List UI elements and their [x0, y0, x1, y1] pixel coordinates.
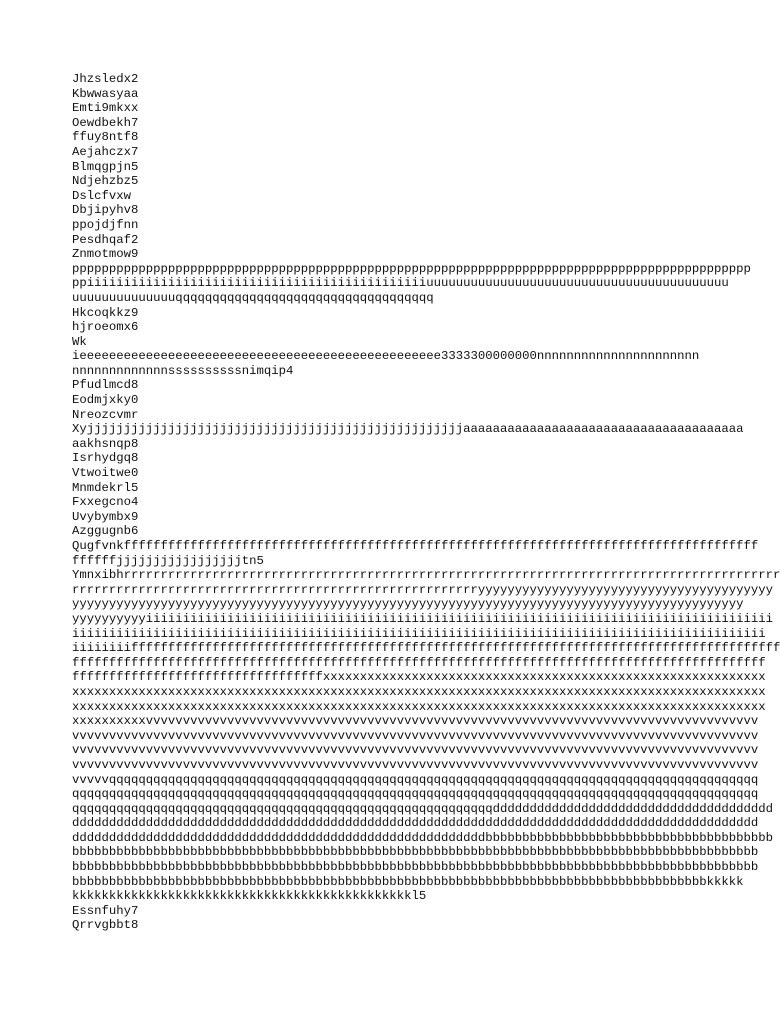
- text-line: Uvybymbx9: [72, 509, 139, 524]
- text-line: bbbbbbbbbbbbbbbbbbbbbbbbbbbbbbbbbbbbbbbbbbbbbbbbbbbbbbbbbbbbbbbbbbbbbbbbbbbbbbbbbbbbbbbbbbbbb: [72, 845, 759, 860]
- text-line: Fxxegcno4: [72, 495, 139, 510]
- text-line: iiiiiiiiiiiiiiiiiiiiiiiiiiiiiiiiiiiiiiiiiiiiiiiiiiiiiiiiiiiiiiiiiiiiiiiiiiiiiiiiiiiiiiiiiiiiii: [72, 626, 766, 641]
- text-line: Mnmdekrl5: [72, 480, 139, 495]
- text-line: yyyyyyyyyyiiiiiiiiiiiiiiiiiiiiiiiiiiiiiiiiiiiiiiiiiiiiiiiiiiiiiiiiiiiiiiiiiiiiiiiiiiiiiiiiiiiii: [72, 611, 774, 626]
- text-line: vvvvvvvvvvvvvvvvvvvvvvvvvvvvvvvvvvvvvvvvvvvvvvvvvvvvvvvvvvvvvvvvvvvvvvvvvvvvvvvvvvvvvvvvvvvvv: [72, 743, 759, 758]
- text-line: xxxxxxxxxxxxxxxxxxxxxxxxxxxxxxxxxxxxxxxxxxxxxxxxxxxxxxxxxxxxxxxxxxxxxxxxxxxxxxxxxxxxxxxxxxxxxx: [72, 684, 766, 699]
- text-line: bbbbbbbbbbbbbbbbbbbbbbbbbbbbbbbbbbbbbbbbbbbbbbbbbbbbbbbbbbbbbbbbbbbbbbbbbbbbbbbbbbbbbbbbbbbbb: [72, 860, 759, 875]
- text-line: uuuuuuuuuuuuuuqqqqqqqqqqqqqqqqqqqqqqqqqqqqqqqqqqq: [72, 290, 434, 305]
- text-line: Pfudlmcd8: [72, 378, 139, 393]
- text-line: qqqqqqqqqqqqqqqqqqqqqqqqqqqqqqqqqqqqqqqqqqqqqqqqqqqqqqqqqdddddddddddddddddddddddddddddddddddddd: [72, 801, 774, 816]
- text-line: Azggugnb6: [72, 524, 139, 539]
- text-line: ffffffffffffffffffffffffffffffffffffffffffffffffffffffffffffffffffffffffffffffffffffffffffffff: [72, 655, 766, 670]
- text-line: ffffffffffffffffffffffffffffffffffxxxxxxxxxxxxxxxxxxxxxxxxxxxxxxxxxxxxxxxxxxxxxxxxxxxxxxxxxxxx: [72, 670, 766, 685]
- text-line: pppppppppppppppppppppppppppppppppppppppppppppppppppppppppppppppppppppppppppppppppppppppppppp: [72, 261, 751, 276]
- text-line: [72, 933, 700, 948]
- text-line: ieeeeeeeeeeeeeeeeeeeeeeeeeeeeeeeeeeeeeeeeeeeeeeeee3333300000000nnnnnnnnnnnnnnnnnnnnnn: [72, 349, 700, 364]
- text-line: Xyjjjjjjjjjjjjjjjjjjjjjjjjjjjjjjjjjjjjjjjjjjjjjjjjjjjaaaaaaaaaaaaaaaaaaaaaaaaaaaaaaaaaaaaaa: [72, 422, 744, 437]
- text-line: Qrrvgbbt8: [72, 918, 139, 933]
- text-line: bbbbbbbbbbbbbbbbbbbbbbbbbbbbbbbbbbbbbbbbbbbbbbbbbbbbbbbbbbbbbbbbbbbbbbbbbbbbbbbbbbbbbbkkkkk: [72, 874, 744, 889]
- text-line: qqqqqqqqqqqqqqqqqqqqqqqqqqqqqqqqqqqqqqqqqqqqqqqqqqqqqqqqqqqqqqqqqqqqqqqqqqqqqqqqqqqqqqqqqqqqq: [72, 787, 759, 802]
- text-line: Jhzsledx2: [72, 72, 139, 86]
- text-line: ffffffjjjjjjjjjjjjjjjjjtn5: [72, 553, 264, 568]
- text-line: rrrrrrrrrrrrrrrrrrrrrrrrrrrrrrrrrrrrrrrrrrrrrrrrrrrrrrryyyyyyyyyyyyyyyyyyyyyyyyyyyyyyyyyyyyyyyy: [72, 582, 774, 597]
- text-line: ddddddddddddddddddddddddddddddddddddddddddddddddddddddddddddddddddddddddddddddddddddddddddddd: [72, 816, 759, 831]
- text-line: hjroeomx6: [72, 320, 139, 335]
- text-line: Dslcfvxw: [72, 188, 132, 203]
- text-line: Qugfvnkffffffffffffffffffffffffffffffffffffffffffffffffffffffffffffffffffffffffffffffffffffff: [72, 539, 759, 553]
- text-line: Emti9mkxx: [72, 101, 139, 116]
- text-line: Wk: [72, 334, 87, 349]
- text-line: yyyyyyyyyyyyyyyyyyyyyyyyyyyyyyyyyyyyyyyyyyyyyyyyyyyyyyyyyyyyyyyyyyyyyyyyyyyyyyyyyyyyyyyyyyy: [72, 597, 744, 612]
- text-line: Oewdbekh7: [72, 115, 139, 130]
- text-line: Dbjipyhv8: [72, 203, 139, 218]
- text-line: Blmqgpjn5: [72, 159, 139, 174]
- text-line: nnnnnnnnnnnnnssssssssssnimqip4: [72, 363, 294, 378]
- text-line: kkkkkkkkkkkkkkkkkkkkkkkkkkkkkkkkkkkkkkkkkkkkkkl5: [72, 889, 427, 904]
- text-line: ffuy8ntf8: [72, 130, 139, 145]
- text-line: vvvvvvvvvvvvvvvvvvvvvvvvvvvvvvvvvvvvvvvvvvvvvvvvvvvvvvvvvvvvvvvvvvvvvvvvvvvvvvvvvvvvvvvvvvvvv: [72, 728, 759, 743]
- text-line: ppojdjfnn: [72, 217, 139, 232]
- text-line: Pesdhqaf2: [72, 232, 139, 247]
- text-line: Kbwwasyaa: [72, 86, 139, 101]
- text-line: Isrhydgq8: [72, 451, 139, 466]
- text-line: Znmotmow9: [72, 247, 139, 262]
- text-line: Eodmjxky0: [72, 393, 139, 408]
- text-line: Hkcoqkkz9: [72, 305, 139, 320]
- text-line: vvvvvvvvvvvvvvvvvvvvvvvvvvvvvvvvvvvvvvvvvvvvvvvvvvvvvvvvvvvvvvvvvvvvvvvvvvvvvvvvvvvvvvvvvvvvv: [72, 757, 759, 772]
- text-line: vvvvvqqqqqqqqqqqqqqqqqqqqqqqqqqqqqqqqqqqqqqqqqqqqqqqqqqqqqqqqqqqqqqqqqqqqqqqqqqqqqqqqqqqqqqqq: [72, 772, 759, 787]
- text-line: ppiiiiiiiiiiiiiiiiiiiiiiiiiiiiiiiiiiiiiiiiiiiiiiuuuuuuuuuuuuuuuuuuuuuuuuuuuuuuuuuuuuuuuuu: [72, 276, 729, 291]
- text-line: Nreozcvmr: [72, 407, 139, 422]
- text-line: [72, 948, 700, 963]
- text-line: Vtwoitwe0: [72, 466, 139, 481]
- text-line: ddddddddddddddddddddddddddddddddddddddddddddddddddddddddbbbbbbbbbbbbbbbbbbbbbbbbbbbbbbbbbbbbbbb: [72, 830, 774, 845]
- document-page: [72, 72, 780, 962]
- text-line: iiiiiiiiffffffffffffffffffffffffffffffffffffffffffffffffffffffffffffffffffffffffffffffffffffffff: [72, 641, 780, 656]
- text-line: xxxxxxxxxxxxxxxxxxxxxxxxxxxxxxxxxxxxxxxxxxxxxxxxxxxxxxxxxxxxxxxxxxxxxxxxxxxxxxxxxxxxxxxxxxxxxx: [72, 699, 766, 714]
- text-line: Ndjehzbz5: [72, 174, 139, 189]
- text-line: xxxxxxxxxxvvvvvvvvvvvvvvvvvvvvvvvvvvvvvvvvvvvvvvvvvvvvvvvvvvvvvvvvvvvvvvvvvvvvvvvvvvvvvvvvvvv: [72, 714, 759, 729]
- text-line: Essnfuhy7: [72, 903, 139, 918]
- text-line: Aejahczx7: [72, 144, 139, 159]
- text-line: aakhsnqp8: [72, 436, 139, 451]
- text-line: Ymnxibhrrrrrrrrrrrrrrrrrrrrrrrrrrrrrrrrrrrrrrrrrrrrrrrrrrrrrrrrrrrrrrrrrrrrrrrrrrrrrrrrrrrrrrrrr: [72, 568, 780, 583]
